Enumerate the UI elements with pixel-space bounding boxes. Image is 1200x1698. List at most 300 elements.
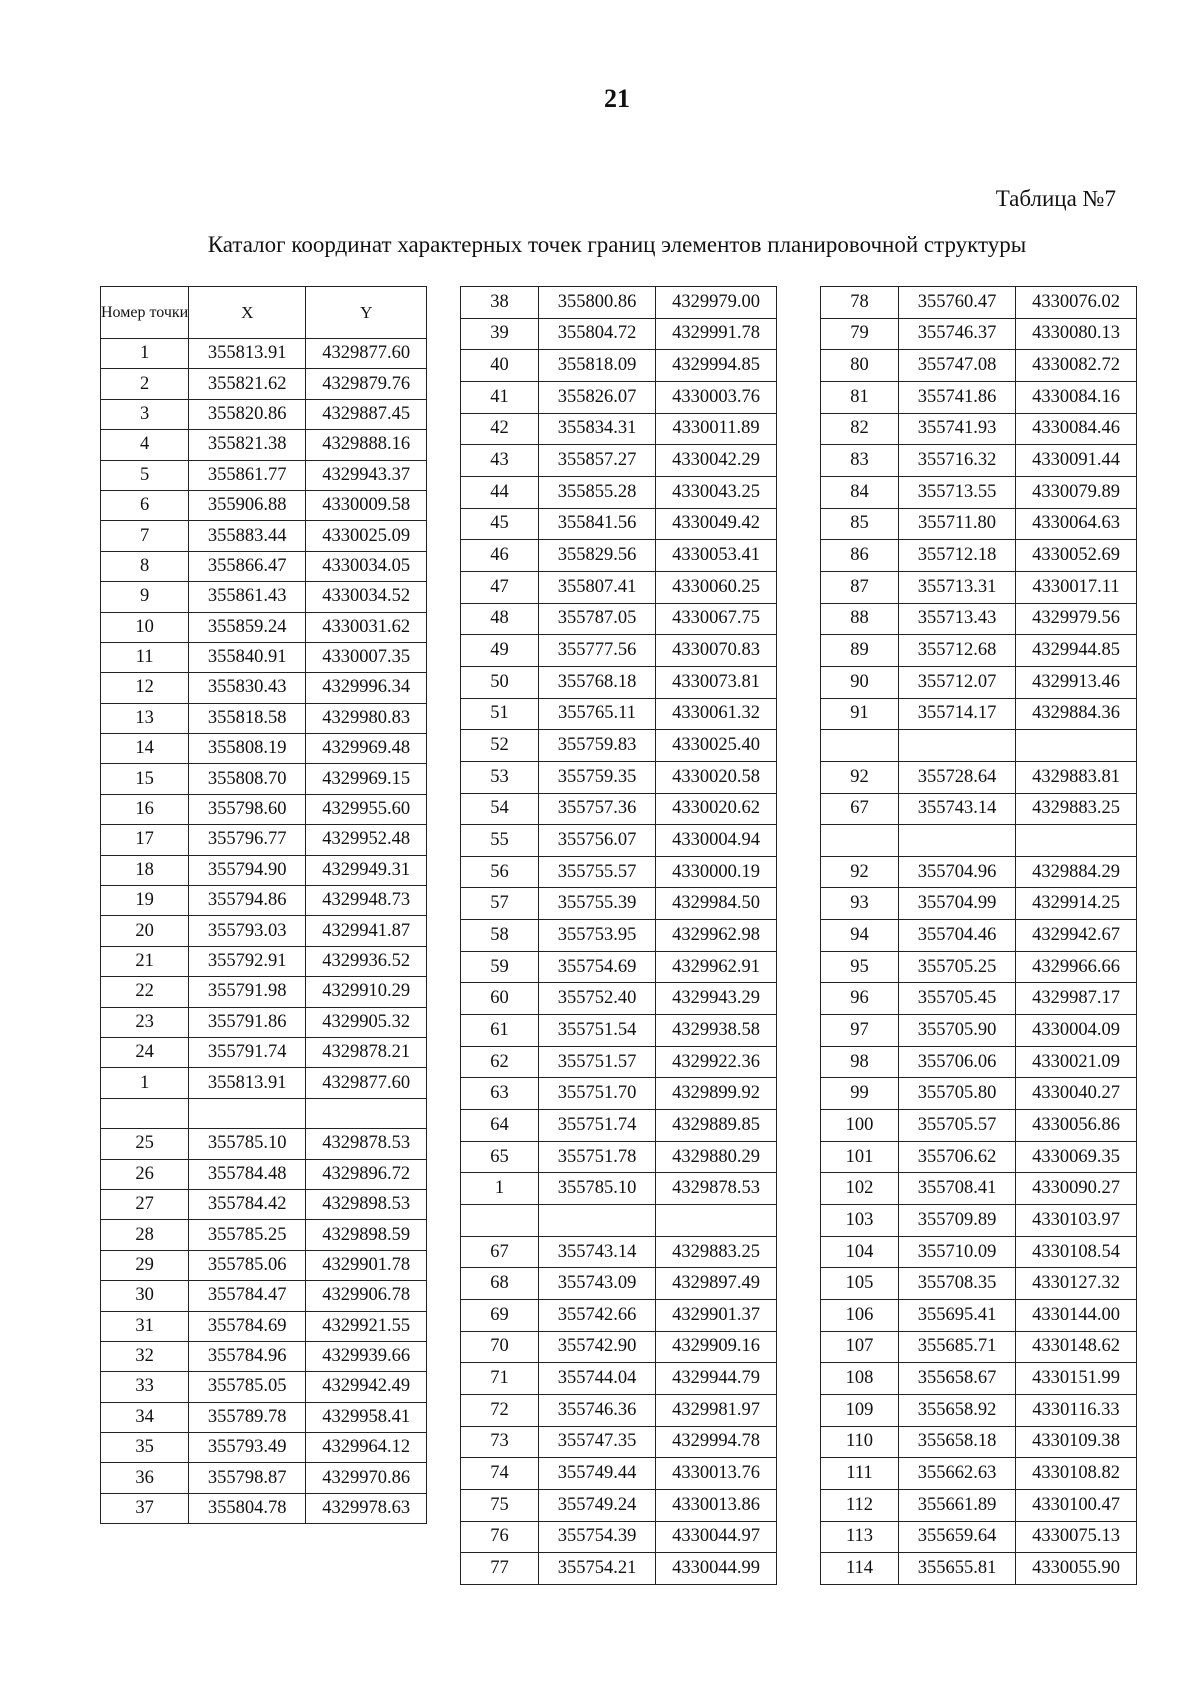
point-number-cell: 34	[101, 1402, 189, 1432]
x-coordinate-cell: 355751.57	[539, 1046, 656, 1078]
table-caption: Каталог координат характерных точек границ элементов планировочной структуры	[207, 232, 1027, 257]
table-row	[461, 635, 777, 667]
table-row	[821, 730, 1137, 762]
y-coordinate-cell: 4330061.32	[656, 698, 777, 730]
y-coordinate-cell: 4330025.40	[656, 730, 777, 762]
y-coordinate-cell: 4330017.11	[1016, 571, 1137, 603]
y-coordinate-cell: 4329896.72	[306, 1159, 427, 1189]
table-row	[461, 825, 777, 857]
x-coordinate-cell	[899, 730, 1016, 762]
x-coordinate-cell: 355747.35	[539, 1426, 656, 1458]
y-coordinate-cell: 4330144.00	[1016, 1300, 1137, 1332]
point-number-cell: 52	[461, 730, 539, 762]
point-number-cell: 12	[101, 673, 189, 703]
point-number-cell: 84	[821, 476, 899, 508]
y-coordinate-cell: 4330151.99	[1016, 1363, 1137, 1395]
table-row	[821, 1141, 1137, 1173]
x-coordinate-cell: 355840.91	[189, 642, 306, 672]
table-row	[821, 1300, 1137, 1332]
y-coordinate-cell: 4329939.66	[306, 1341, 427, 1371]
table-row	[461, 571, 777, 603]
point-number-cell: 113	[821, 1521, 899, 1553]
x-coordinate-cell: 355709.89	[899, 1205, 1016, 1237]
x-coordinate-cell: 355704.96	[899, 856, 1016, 888]
y-coordinate-cell: 4330044.99	[656, 1553, 777, 1585]
x-coordinate-cell: 355866.47	[189, 551, 306, 581]
point-number-cell: 75	[461, 1489, 539, 1521]
table-row	[461, 287, 777, 319]
x-coordinate-cell: 355754.69	[539, 951, 656, 983]
point-number-cell: 46	[461, 540, 539, 572]
x-coordinate-cell: 355804.78	[189, 1493, 306, 1523]
point-number-cell: 96	[821, 983, 899, 1015]
x-coordinate-cell: 355705.90	[899, 1015, 1016, 1047]
table-row	[101, 1250, 427, 1280]
point-number-cell: 64	[461, 1110, 539, 1142]
point-number-cell: 76	[461, 1521, 539, 1553]
point-number-cell: 45	[461, 508, 539, 540]
point-number-cell: 70	[461, 1331, 539, 1363]
x-coordinate-cell: 355794.86	[189, 886, 306, 916]
x-coordinate-cell: 355752.40	[539, 983, 656, 1015]
y-coordinate-cell: 4330020.58	[656, 761, 777, 793]
x-coordinate-cell: 355821.38	[189, 430, 306, 460]
table-row	[821, 761, 1137, 793]
table-row	[101, 1068, 427, 1098]
point-number-cell: 39	[461, 318, 539, 350]
table-row	[101, 582, 427, 612]
y-coordinate-cell: 4329978.63	[306, 1493, 427, 1523]
x-coordinate-cell: 355706.62	[899, 1141, 1016, 1173]
table-row	[821, 571, 1137, 603]
x-coordinate-cell: 355706.06	[899, 1046, 1016, 1078]
x-coordinate-cell: 355741.86	[899, 381, 1016, 413]
table-row	[821, 825, 1137, 857]
y-coordinate-cell: 4330060.25	[656, 571, 777, 603]
point-number-cell: 5	[101, 460, 189, 490]
y-coordinate-cell: 4329913.46	[1016, 666, 1137, 698]
y-coordinate-cell: 4329879.76	[306, 369, 427, 399]
y-coordinate-cell: 4329877.60	[306, 1068, 427, 1098]
table-row	[461, 1300, 777, 1332]
x-coordinate-cell: 355754.39	[539, 1521, 656, 1553]
y-coordinate-cell: 4329877.60	[306, 339, 427, 369]
table-row	[821, 1046, 1137, 1078]
point-number-cell: 15	[101, 764, 189, 794]
table-row	[461, 1236, 777, 1268]
point-number-cell: 35	[101, 1433, 189, 1463]
y-coordinate-cell: 4330079.89	[1016, 476, 1137, 508]
x-coordinate-cell: 355742.66	[539, 1300, 656, 1332]
x-coordinate-cell: 355658.18	[899, 1426, 1016, 1458]
x-coordinate-cell: 355834.31	[539, 413, 656, 445]
y-coordinate-cell: 4330127.32	[1016, 1268, 1137, 1300]
y-coordinate-cell	[1016, 730, 1137, 762]
x-coordinate-cell: 355791.74	[189, 1037, 306, 1067]
x-coordinate-cell: 355813.91	[189, 339, 306, 369]
y-coordinate-cell: 4330064.63	[1016, 508, 1137, 540]
y-coordinate-cell: 4330070.83	[656, 635, 777, 667]
y-coordinate-cell: 4329883.25	[1016, 793, 1137, 825]
y-coordinate-cell: 4330080.13	[1016, 318, 1137, 350]
y-coordinate-cell: 4329969.48	[306, 734, 427, 764]
point-number-cell: 74	[461, 1458, 539, 1490]
y-coordinate-cell: 4329966.66	[1016, 951, 1137, 983]
table-row	[101, 1129, 427, 1159]
y-coordinate-cell: 4330109.38	[1016, 1426, 1137, 1458]
y-coordinate-cell: 4330004.09	[1016, 1015, 1137, 1047]
point-number-cell: 1	[101, 1068, 189, 1098]
y-coordinate-cell: 4330082.72	[1016, 350, 1137, 382]
point-number-cell: 32	[101, 1341, 189, 1371]
table-row	[101, 1463, 427, 1493]
x-coordinate-cell: 355784.96	[189, 1341, 306, 1371]
table-row	[101, 703, 427, 733]
point-number-cell: 38	[461, 287, 539, 319]
y-coordinate-cell: 4330056.86	[1016, 1110, 1137, 1142]
point-number-cell: 14	[101, 734, 189, 764]
table-row	[461, 888, 777, 920]
x-coordinate-cell: 355728.64	[899, 761, 1016, 793]
y-coordinate-cell: 4329994.85	[656, 350, 777, 382]
point-number-cell: 44	[461, 476, 539, 508]
y-coordinate-cell: 4330044.97	[656, 1521, 777, 1553]
table-row	[101, 794, 427, 824]
y-coordinate-cell: 4330013.76	[656, 1458, 777, 1490]
table-row	[461, 1141, 777, 1173]
x-coordinate-cell: 355755.39	[539, 888, 656, 920]
point-number-cell: 91	[821, 698, 899, 730]
y-coordinate-cell: 4329889.85	[656, 1110, 777, 1142]
y-coordinate-cell: 4329883.25	[656, 1236, 777, 1268]
point-number-cell: 17	[101, 825, 189, 855]
coordinates-table-2	[460, 286, 777, 1585]
point-number-cell: 67	[461, 1236, 539, 1268]
y-coordinate-cell: 4329878.21	[306, 1037, 427, 1067]
table-row	[461, 445, 777, 477]
point-number-cell: 24	[101, 1037, 189, 1067]
table-row	[821, 856, 1137, 888]
table-row	[461, 1489, 777, 1521]
point-number-cell: 88	[821, 603, 899, 635]
x-coordinate-cell: 355785.06	[189, 1250, 306, 1280]
point-number-cell: 61	[461, 1015, 539, 1047]
x-coordinate-cell: 355659.64	[899, 1521, 1016, 1553]
y-coordinate-cell: 4329878.53	[306, 1129, 427, 1159]
x-coordinate-cell: 355705.80	[899, 1078, 1016, 1110]
table-row	[461, 1015, 777, 1047]
point-number-cell: 16	[101, 794, 189, 824]
y-coordinate-cell: 4329952.48	[306, 825, 427, 855]
point-number-cell: 55	[461, 825, 539, 857]
point-number-cell: 30	[101, 1281, 189, 1311]
point-number-cell: 104	[821, 1236, 899, 1268]
table-row	[821, 1173, 1137, 1205]
point-number-cell: 71	[461, 1363, 539, 1395]
x-coordinate-cell	[539, 1205, 656, 1237]
y-coordinate-cell: 4329938.58	[656, 1015, 777, 1047]
x-coordinate-cell: 355760.47	[899, 287, 1016, 319]
y-coordinate-cell: 4329955.60	[306, 794, 427, 824]
x-coordinate-cell: 355785.25	[189, 1220, 306, 1250]
table-row	[461, 1426, 777, 1458]
point-number-cell: 27	[101, 1189, 189, 1219]
x-coordinate-cell: 355655.81	[899, 1553, 1016, 1585]
x-coordinate-cell: 355712.18	[899, 540, 1016, 572]
x-coordinate-cell: 355906.88	[189, 490, 306, 520]
table-row	[101, 1007, 427, 1037]
y-coordinate-cell: 4329883.81	[1016, 761, 1137, 793]
table-row	[461, 1173, 777, 1205]
x-coordinate-cell: 355708.41	[899, 1173, 1016, 1205]
y-coordinate-cell: 4329942.49	[306, 1372, 427, 1402]
point-number-cell: 28	[101, 1220, 189, 1250]
y-coordinate-cell: 4330021.09	[1016, 1046, 1137, 1078]
y-coordinate-cell: 4330055.90	[1016, 1553, 1137, 1585]
y-coordinate-cell: 4330034.52	[306, 582, 427, 612]
table-row	[821, 1331, 1137, 1363]
table-row	[821, 698, 1137, 730]
x-coordinate-cell: 355711.80	[899, 508, 1016, 540]
y-coordinate-cell: 4329910.29	[306, 977, 427, 1007]
table-row	[101, 825, 427, 855]
table-row	[101, 1493, 427, 1523]
x-coordinate-cell: 355784.69	[189, 1311, 306, 1341]
y-coordinate-cell: 4329964.12	[306, 1433, 427, 1463]
y-coordinate-cell: 4329914.25	[1016, 888, 1137, 920]
table-row	[101, 339, 427, 369]
x-coordinate-cell: 355704.99	[899, 888, 1016, 920]
x-coordinate-cell: 355785.10	[539, 1173, 656, 1205]
table-row	[461, 318, 777, 350]
x-coordinate-cell: 355807.41	[539, 571, 656, 603]
point-number-cell: 54	[461, 793, 539, 825]
x-coordinate-cell	[899, 825, 1016, 857]
point-number-cell: 109	[821, 1394, 899, 1426]
x-coordinate-cell: 355751.74	[539, 1110, 656, 1142]
x-coordinate-cell: 355741.93	[899, 413, 1016, 445]
y-coordinate-cell: 4329887.45	[306, 399, 427, 429]
x-coordinate-cell: 355793.49	[189, 1433, 306, 1463]
point-number-cell: 1	[101, 339, 189, 369]
x-coordinate-cell: 355784.48	[189, 1159, 306, 1189]
x-coordinate-cell: 355743.14	[899, 793, 1016, 825]
table-row	[821, 1394, 1137, 1426]
table-row	[101, 490, 427, 520]
point-number-cell: 2	[101, 369, 189, 399]
x-coordinate-cell: 355661.89	[899, 1489, 1016, 1521]
point-number-cell: 99	[821, 1078, 899, 1110]
x-coordinate-cell: 355704.46	[899, 920, 1016, 952]
x-coordinate-cell: 355777.56	[539, 635, 656, 667]
table-row	[821, 603, 1137, 635]
x-coordinate-cell: 355818.09	[539, 350, 656, 382]
x-coordinate-cell: 355784.42	[189, 1189, 306, 1219]
y-coordinate-cell: 4330007.35	[306, 642, 427, 672]
y-coordinate-cell: 4329962.98	[656, 920, 777, 952]
point-number-cell	[821, 825, 899, 857]
y-coordinate-cell: 4329922.36	[656, 1046, 777, 1078]
table-row	[461, 350, 777, 382]
y-coordinate-cell: 4330004.94	[656, 825, 777, 857]
table-row	[461, 856, 777, 888]
x-coordinate-cell: 355714.17	[899, 698, 1016, 730]
y-coordinate-cell: 4329980.83	[306, 703, 427, 733]
table-row	[101, 460, 427, 490]
x-coordinate-cell: 355754.21	[539, 1553, 656, 1585]
point-number-cell: 107	[821, 1331, 899, 1363]
point-number-cell: 37	[101, 1493, 189, 1523]
point-number-cell: 89	[821, 635, 899, 667]
y-coordinate-cell: 4330049.42	[656, 508, 777, 540]
table-row	[101, 916, 427, 946]
table-row	[461, 666, 777, 698]
table-row	[101, 1281, 427, 1311]
point-number-cell: 31	[101, 1311, 189, 1341]
x-coordinate-cell: 355804.72	[539, 318, 656, 350]
x-coordinate-cell: 355861.43	[189, 582, 306, 612]
y-coordinate-cell: 4330075.13	[1016, 1521, 1137, 1553]
point-number-cell: 3	[101, 399, 189, 429]
y-coordinate-cell: 4329970.86	[306, 1463, 427, 1493]
table-row	[821, 540, 1137, 572]
x-coordinate-cell: 355821.62	[189, 369, 306, 399]
x-coordinate-cell: 355798.87	[189, 1463, 306, 1493]
point-number-cell: 49	[461, 635, 539, 667]
point-number-cell: 95	[821, 951, 899, 983]
point-number-cell: 59	[461, 951, 539, 983]
table-row	[821, 888, 1137, 920]
point-number-cell: 90	[821, 666, 899, 698]
x-coordinate-cell: 355753.95	[539, 920, 656, 952]
coordinates-table-3	[820, 286, 1137, 1585]
table-row	[101, 399, 427, 429]
table-row	[821, 1363, 1137, 1395]
table-row	[461, 1046, 777, 1078]
y-coordinate-cell: 4330116.33	[1016, 1394, 1137, 1426]
y-coordinate-cell: 4329884.29	[1016, 856, 1137, 888]
y-coordinate-cell: 4329898.59	[306, 1220, 427, 1250]
table-row	[101, 551, 427, 581]
x-coordinate-cell: 355708.35	[899, 1268, 1016, 1300]
x-coordinate-cell: 355746.36	[539, 1394, 656, 1426]
table-row	[821, 1426, 1137, 1458]
table-row	[461, 698, 777, 730]
x-coordinate-cell: 355826.07	[539, 381, 656, 413]
y-coordinate-cell: 4329905.32	[306, 1007, 427, 1037]
y-coordinate-cell: 4330084.16	[1016, 381, 1137, 413]
table-row	[461, 983, 777, 1015]
table-row	[821, 951, 1137, 983]
y-coordinate-cell: 4329962.91	[656, 951, 777, 983]
x-coordinate-cell: 355785.10	[189, 1129, 306, 1159]
x-coordinate-cell: 355808.19	[189, 734, 306, 764]
x-coordinate-cell: 355829.56	[539, 540, 656, 572]
y-coordinate-cell: 4329899.92	[656, 1078, 777, 1110]
y-coordinate-cell: 4329979.00	[656, 287, 777, 319]
point-number-cell: 43	[461, 445, 539, 477]
x-coordinate-cell: 355713.43	[899, 603, 1016, 635]
y-coordinate-cell: 4329943.29	[656, 983, 777, 1015]
y-coordinate-cell: 4329888.16	[306, 430, 427, 460]
table-row	[821, 350, 1137, 382]
table-row	[461, 476, 777, 508]
x-coordinate-cell: 355796.77	[189, 825, 306, 855]
point-number-cell: 68	[461, 1268, 539, 1300]
table-row	[101, 612, 427, 642]
point-number-cell	[101, 1098, 189, 1128]
x-coordinate-cell: 355789.78	[189, 1402, 306, 1432]
x-coordinate-cell: 355685.71	[899, 1331, 1016, 1363]
table-row	[461, 540, 777, 572]
y-coordinate-cell: 4329994.78	[656, 1426, 777, 1458]
y-coordinate-cell: 4330069.35	[1016, 1141, 1137, 1173]
table-row	[101, 977, 427, 1007]
point-number-cell: 10	[101, 612, 189, 642]
table-row	[101, 673, 427, 703]
y-coordinate-cell: 4329936.52	[306, 946, 427, 976]
y-coordinate-cell: 4330148.62	[1016, 1331, 1137, 1363]
y-coordinate-cell: 4329991.78	[656, 318, 777, 350]
y-coordinate-cell: 4330073.81	[656, 666, 777, 698]
table-row	[821, 508, 1137, 540]
point-number-cell: 47	[461, 571, 539, 603]
table-row	[101, 1372, 427, 1402]
y-coordinate-cell: 4329979.56	[1016, 603, 1137, 635]
point-number-cell: 58	[461, 920, 539, 952]
table-row	[101, 1311, 427, 1341]
table-row	[461, 1363, 777, 1395]
y-coordinate-cell: 4330084.46	[1016, 413, 1137, 445]
table-row	[101, 855, 427, 885]
table-row	[821, 1236, 1137, 1268]
table-row	[101, 1220, 427, 1250]
table-row	[821, 287, 1137, 319]
point-number-cell: 93	[821, 888, 899, 920]
x-coordinate-cell: 355713.55	[899, 476, 1016, 508]
table-row	[101, 1159, 427, 1189]
x-coordinate-cell: 355859.24	[189, 612, 306, 642]
x-coordinate-cell: 355705.25	[899, 951, 1016, 983]
x-coordinate-cell: 355716.32	[899, 445, 1016, 477]
point-number-cell: 42	[461, 413, 539, 445]
table-row	[821, 1268, 1137, 1300]
table-row	[461, 1553, 777, 1585]
y-coordinate-cell: 4330108.82	[1016, 1458, 1137, 1490]
x-coordinate-cell: 355749.44	[539, 1458, 656, 1490]
point-number-cell: 114	[821, 1553, 899, 1585]
table-header-row	[101, 287, 427, 339]
x-coordinate-cell: 355756.07	[539, 825, 656, 857]
x-coordinate-cell: 355749.24	[539, 1489, 656, 1521]
table-row	[461, 1458, 777, 1490]
point-number-cell: 29	[101, 1250, 189, 1280]
x-coordinate-cell: 355768.18	[539, 666, 656, 698]
table-row	[461, 1268, 777, 1300]
y-coordinate-cell: 4329942.67	[1016, 920, 1137, 952]
x-coordinate-cell	[189, 1098, 306, 1128]
point-number-cell: 53	[461, 761, 539, 793]
table-row	[101, 1037, 427, 1067]
point-number-cell: 100	[821, 1110, 899, 1142]
x-coordinate-cell: 355820.86	[189, 399, 306, 429]
point-number-cell: 108	[821, 1363, 899, 1395]
y-coordinate-cell: 4329984.50	[656, 888, 777, 920]
table-row	[821, 1110, 1137, 1142]
table-row	[101, 886, 427, 916]
table-row	[821, 1078, 1137, 1110]
x-coordinate-cell: 355658.92	[899, 1394, 1016, 1426]
